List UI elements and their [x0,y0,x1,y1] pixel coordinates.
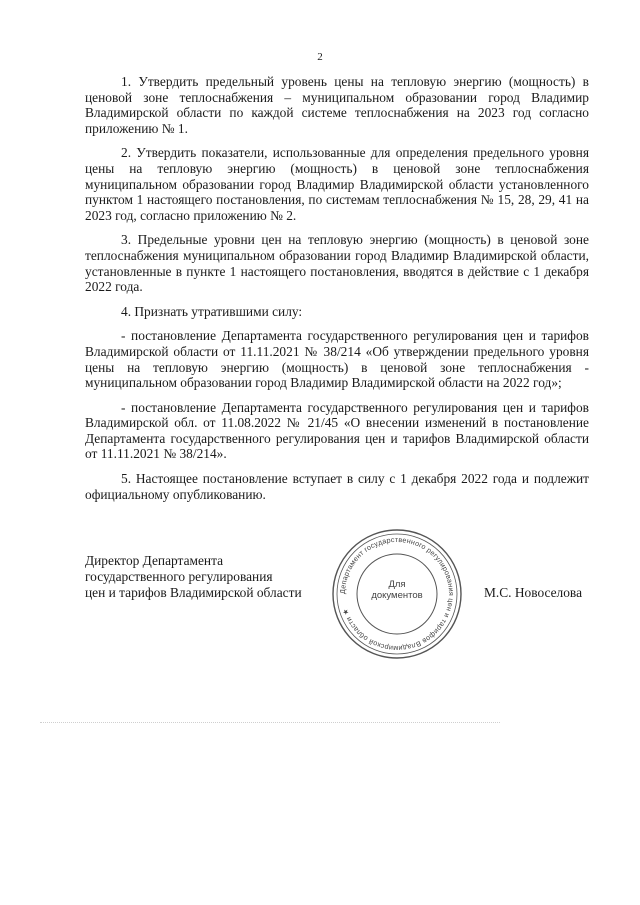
document-body [85,74,589,511]
signer-title-line-2: государственного регулирования [85,569,273,584]
signer-title-line-3: цен и тарифов Владимирской области [85,585,302,600]
signature-block [85,553,302,601]
paragraph-2: 2. Утвердить показатели, использованные для определения предельного уровня цены на тепловую энергию (мощность) в ценовой зоне теплоснабжения муниципальном образовании город Владимир Владимирской области установленного пунктом 1 настоящего постановления, по системам теплоснабжения № 15, 28, 29, 41 на 2023 год, согласно приложению № 2. [85,145,589,223]
paragraph-4: 4. Признать утратившими силу: [121,303,303,319]
seal-center-line-2: документов [371,590,423,601]
seal-center-line-1: Для [388,579,406,590]
seal-center-text [360,579,434,601]
paragraph-1: 1. Утвердить предельный уровень цены на тепловую энергию (мощность) в ценовой зоне теплоснабжения – муниципальном образовании город Владимир Владимирской области по каждой системе теплоснабжения на 2023 год согласно приложению № 1. [85,74,589,136]
official-seal [330,527,464,661]
signer-title-line-1: Директор Департамента [85,553,224,568]
paragraph-3: 3. Предельные уровни цен на тепловую энергию (мощность) в ценовой зоне теплоснабжения муниципальном образовании город Владимир Владимирской области, установленные в пункте 1 настоящего постановления, вводятся в действие с 1 декабря 2022 года. [85,232,589,295]
paragraph-4-item-1: - постановление Департамента государственного регулирования цен и тарифов Владимирской области от 11.11.2021 № 38/214 «Об утверждении предельного уровня цены на тепловую энергию (мощность) в ценовой зоне теплоснабжения - муниципальном образовании город Владимир Владимирской области на 2022 год»; [85,328,589,391]
seal-ring-text: Департамент государственного регулирования цен и тарифов Владимирской области ★ [337,534,457,654]
page-number: 2 [317,51,323,63]
paragraph-5: 5. Настоящее постановление вступает в силу с 1 декабря 2022 года и подлежит официальному опубликованию. [85,471,589,502]
scan-artifact-line [40,722,500,723]
paragraph-4-item-2: - постановление Департамента государственного регулирования цен и тарифов Владимирской обл. от 11.08.2022 № 21/45 «О внесении изменений в постановление Департамента государственного регулирования цен и тарифов Владимирской области от 11.11.2021 № 38/214». [85,399,589,462]
signer-name: М.С. Новоселова [484,585,583,600]
